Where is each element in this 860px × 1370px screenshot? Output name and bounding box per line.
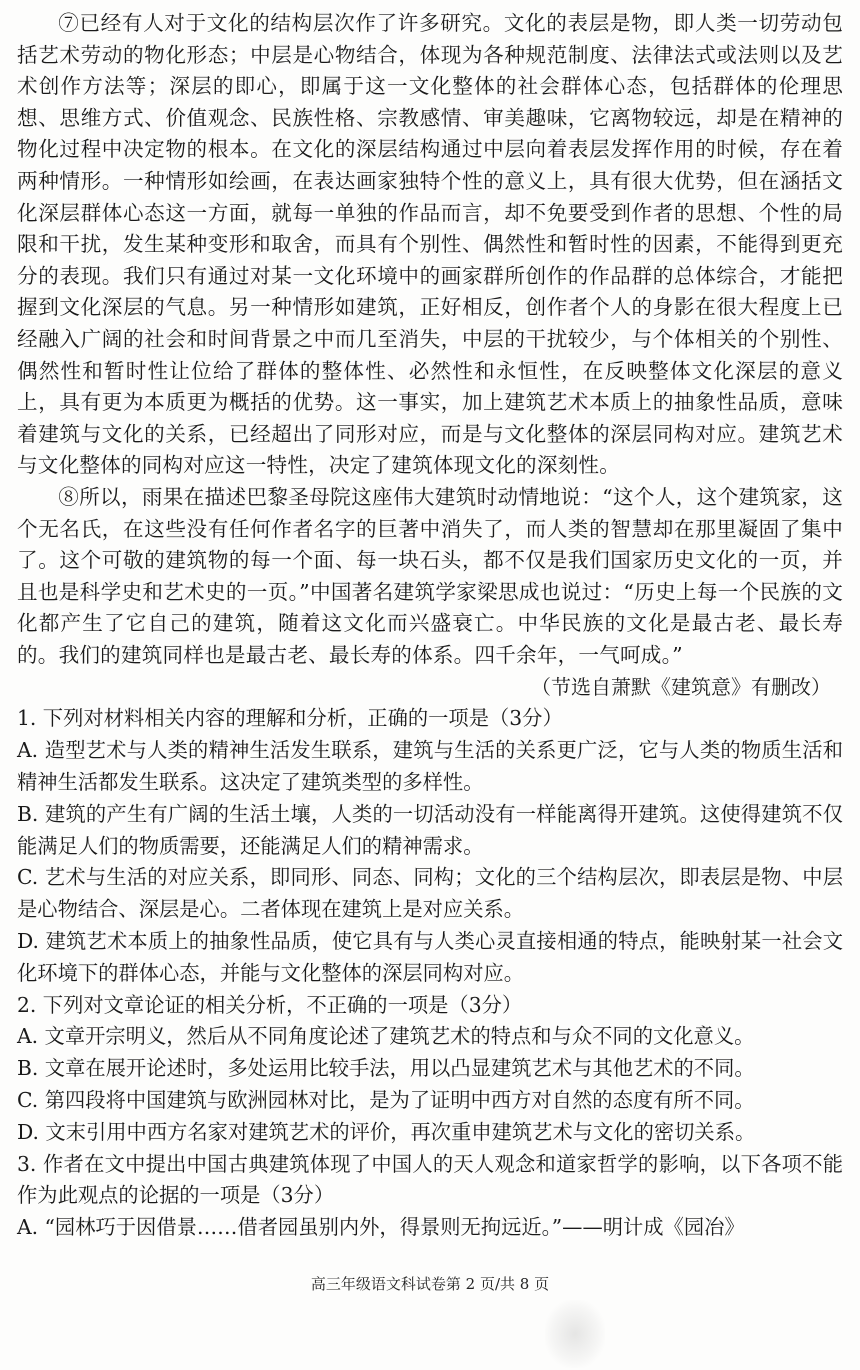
question-3 (17, 1149, 843, 1244)
option-c: C. 艺术与生活的对应关系，即同形、同态、同构；文化的三个结构层次，即表层是物、中层是心物结合、深层是心。二者体现在建筑上是对应关系。 (17, 865, 843, 922)
passage-source: （节选自萧默《建筑意》有删改） (531, 675, 831, 700)
passage-paragraph-7: ⑦已经有人对于文化的结构层次作了许多研究。文化的表层是物，即人类一切劳动包括艺术劳动的物化形态；中层是心物结合，体现为各种规范制度、法律法式或法则以及艺术创作方法等；深层的即心，即属于这一文化整体的社会群体心态，包括群体的伦理思想、思维方式、价值观念、民族性格、宗教感情、审美趣味，它离物较远，却是在精神的物化过程中决定物的根本。在文化的深层结构通过中层向着表层发挥作用的时候，存在着两种情形。一种情形如绘画，在表达画家独特个性的意义上，具有很大优势，但在涵括文化深层群体心态这一方面，就每一单独的作品而言，却不免要受到作者的思想、个性的局限和干扰，发生某种变形和取舍，而具有个别性、偶然性和暂时性的因素，不能得到更充分的表现。我们只有通过对某一文化环境中的画家群所创作的作品群的总体综合，才能把握到文化深层的气息。另一种情形如建筑，正好相反，创作者个人的身影在很大程度上已经融入广阔的社会和时间背景之中而几至消失，中层的干扰较少，与个体相关的个别性、偶然性和暂时性让位给了群体的整体性、必然性和永恒性，在反映整体文化深层的意义上，具有更为本质更为概括的优势。这一事实，加上建筑艺术本质上的抽象性品质，意味着建筑与文化的关系，已经超出了同形对应，而是与文化整体的深层同构对应。建筑艺术与文化整体的同构对应这一特性，决定了建筑体现文化的深刻性。 (17, 11, 843, 478)
option-c: C. 第四段将中国建筑与欧洲园林对比，是为了证明中西方对自然的态度有所不同。 (17, 1088, 755, 1113)
option-a: A. 文章开宗明义，然后从不同角度论述了建筑艺术的特点和与众不同的文化意义。 (17, 1024, 755, 1049)
option-a: A. 造型艺术与人类的精神生活发生联系，建筑与生活的关系更广泛，它与人类的物质生活和精神生活都发生联系。这决定了建筑类型的多样性。 (17, 738, 843, 795)
question-1 (17, 703, 843, 989)
question-stem: 1. 下列对材料相关内容的理解和分析，正确的一项是（3分） (17, 706, 563, 731)
page-content (17, 8, 843, 1244)
passage-paragraph-8: ⑧所以，雨果在描述巴黎圣母院这座伟大建筑时动情地说：“这个人，这个建筑家，这个无名氏，在这些没有任何作者名字的巨著中消失了，而人类的智慧却在那里凝固了集中了。这个可敬的建筑物的每一个面、每一块石头，都不仅是我们国家历史文化的一页，并且也是科学史和艺术史的一页。”中国著名建筑学家梁思成也说过：“历史上每一个民族的文化都产生了它自己的建筑，随着这文化而兴盛衰亡。中华民族的文化是最古老、最长寿的。我们的建筑同样也是最古老、最长寿的体系。四千余年，一气呵成。” (17, 484, 843, 667)
option-b: B. 文章在展开论述时，多处运用比较手法，用以凸显建筑艺术与其他艺术的不同。 (17, 1056, 755, 1081)
scan-smudge (545, 1300, 605, 1368)
option-d: D. 建筑艺术本质上的抽象性品质，使它具有与人类心灵直接相通的特点，能映射某一社会文化环境下的群体心态，并能与文化整体的深层同构对应。 (17, 929, 843, 985)
option-b: B. 建筑的产生有广阔的生活土壤，人类的一切活动没有一样能离得开建筑。这使得建筑不仅能满足人们的物质需要，还能满足人们的精神需求。 (17, 801, 843, 858)
question-2 (17, 990, 843, 1149)
question-stem: 2. 下列对文章论证的相关分析，不正确的一项是（3分） (17, 992, 523, 1017)
option-a: A. “园林巧于因借景……借者园虽别内外，得景则无拘远近。”——明计成《园冶》 (17, 1215, 745, 1240)
option-d: D. 文末引用中西方名家对建筑艺术的评价，再次重申建筑艺术与文化的密切关系。 (17, 1119, 756, 1144)
page-footer: 高三年级语文科试卷第 2 页/共 8 页 (310, 1275, 550, 1293)
question-stem: 3. 作者在文中提出中国古典建筑体现了中国人的天人观念和道家哲学的影响，以下各项不能作为此观点的论据的一项是（3分） (17, 1151, 843, 1208)
